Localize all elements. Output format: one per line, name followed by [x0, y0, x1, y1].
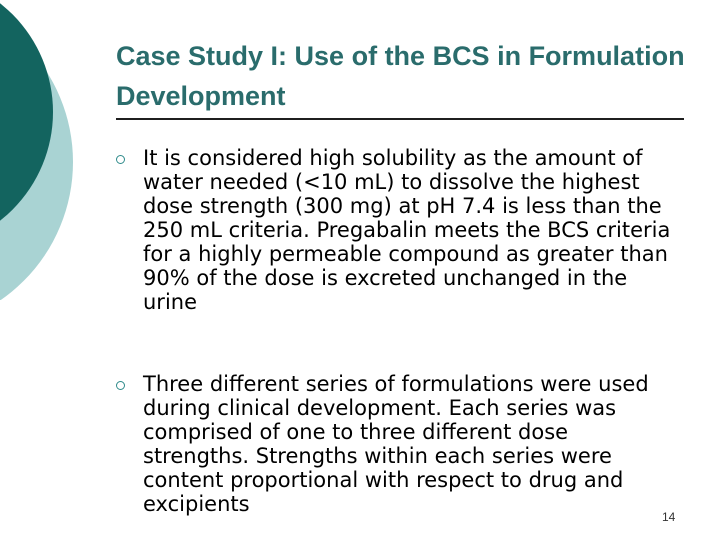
bullet-circle-icon — [116, 155, 125, 164]
bullet-item-solubility — [116, 146, 676, 314]
bullet-text: It is considered high solubility as the amount of water needed (<10 mL) to dissolve the highest dose strength (300 mg) at pH 7.4 is less than the 250 mL criteria. Pregabalin meets the BCS criteria for a highly permeable compound as greater than 90% of the dose is excreted unchanged in the urine — [143, 146, 671, 314]
slide-title: Case Study I: Use of the BCS in Formulation Development — [116, 41, 685, 111]
bullet-circle-icon — [116, 381, 125, 390]
page-number: 14 — [662, 510, 676, 524]
bullet-text: Three different series of formulations were used during clinical development. Each series was comprised of one to three different dose strengths. Strengths within each series were content proportional with respect to drug and excipients — [143, 372, 649, 516]
decorative-circles — [0, 0, 90, 300]
title-divider — [116, 118, 684, 120]
bullet-item-formulations — [116, 372, 676, 516]
